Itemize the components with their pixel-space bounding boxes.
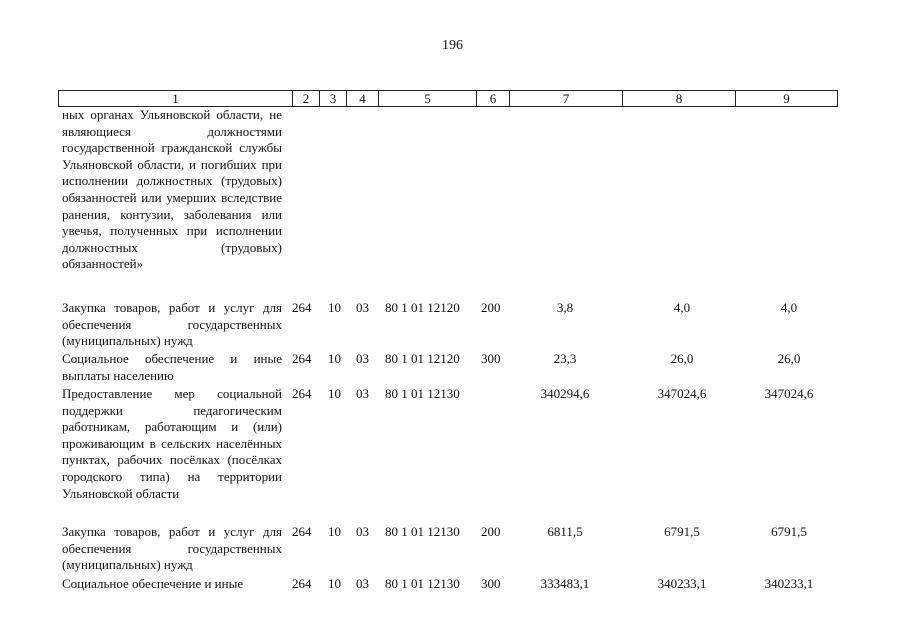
row-code-expense-type: 300 — [481, 351, 501, 366]
row-code-section: 10 — [328, 351, 341, 366]
row-code-section: 10 — [328, 524, 341, 539]
row-value-col8: 4,0 — [673, 300, 691, 315]
row-code-target: 80 1 01 12130 — [385, 386, 460, 401]
row-code-subsection: 03 — [356, 576, 369, 591]
row-code-subsection: 03 — [356, 386, 369, 401]
row-code-ministry: 264 — [292, 524, 312, 539]
row-code-section: 10 — [328, 300, 341, 315]
row-code-target: 80 1 01 12120 — [385, 300, 460, 315]
row-code-subsection: 03 — [356, 351, 369, 366]
row-code-target: 80 1 01 12130 — [385, 576, 460, 591]
row-value-col8: 340233,1 — [657, 576, 707, 591]
row-value-col7: 6811,5 — [547, 524, 583, 539]
row-code-ministry: 264 — [292, 351, 312, 366]
row-value-col8: 347024,6 — [657, 386, 707, 401]
row-description: Предоставление мер социальной поддержки педагогическим работникам, работающим и (или) проживающим в сельских населённых пунктах, рабочих посёлках (посёлках городского типа) на территории Ульяновской области — [62, 386, 282, 501]
header-col-9: 9 — [735, 91, 837, 106]
table-header-row — [58, 90, 838, 107]
row-code-ministry: 264 — [292, 300, 312, 315]
header-col-2: 2 — [292, 91, 319, 106]
row-value-col8: 6791,5 — [664, 524, 700, 539]
row-value-col9: 340233,1 — [764, 576, 814, 591]
header-col-6: 6 — [476, 91, 509, 106]
row-code-target: 80 1 01 12130 — [385, 524, 460, 539]
header-col-7: 7 — [509, 91, 622, 106]
row-code-ministry: 264 — [292, 386, 312, 401]
row-code-expense-type: 300 — [481, 576, 501, 591]
row-value-col9: 26,0 — [777, 351, 801, 366]
header-col-8: 8 — [622, 91, 735, 106]
row-description: Закупка товаров, работ и услуг для обеспечения государственных (муниципальных) нужд — [62, 300, 282, 349]
row-code-ministry: 264 — [292, 576, 312, 591]
row-value-col7: 3,8 — [556, 300, 574, 315]
row-description: Социальное обеспечение и иные выплаты населению — [62, 351, 282, 383]
header-col-5: 5 — [378, 91, 476, 106]
row-value-col7: 23,3 — [553, 351, 577, 366]
page-number: 196 — [442, 38, 463, 53]
row-code-subsection: 03 — [356, 300, 369, 315]
row-code-expense-type: 200 — [481, 300, 501, 315]
row-value-col9: 6791,5 — [771, 524, 807, 539]
row-value-col9: 347024,6 — [764, 386, 814, 401]
row-code-section: 10 — [328, 576, 341, 591]
header-col-3: 3 — [319, 91, 346, 106]
row-description: Социальное обеспечение и иные — [62, 576, 244, 591]
row-description: ных органах Ульяновской области, не являющиеся должностями государственной гражданской службы Ульяновской области, и погибших при исполнении должностных (трудовых) обязанностей или умерших вследствие ранения, контузии, заболевания или увечья, полученных при исполнении должностных (трудовых) обязанностей» — [62, 107, 282, 272]
row-code-section: 10 — [328, 386, 341, 401]
row-value-col9: 4,0 — [780, 300, 798, 315]
row-code-expense-type: 200 — [481, 524, 501, 539]
header-col-4: 4 — [346, 91, 378, 106]
header-col-1: 1 — [172, 91, 179, 106]
row-value-col7: 340294,6 — [540, 386, 590, 401]
row-value-col8: 26,0 — [670, 351, 694, 366]
row-value-col7: 333483,1 — [540, 576, 590, 591]
row-code-subsection: 03 — [356, 524, 369, 539]
row-code-target: 80 1 01 12120 — [385, 351, 460, 366]
row-description: Закупка товаров, работ и услуг для обеспечения государственных (муниципальных) нужд — [62, 524, 282, 573]
